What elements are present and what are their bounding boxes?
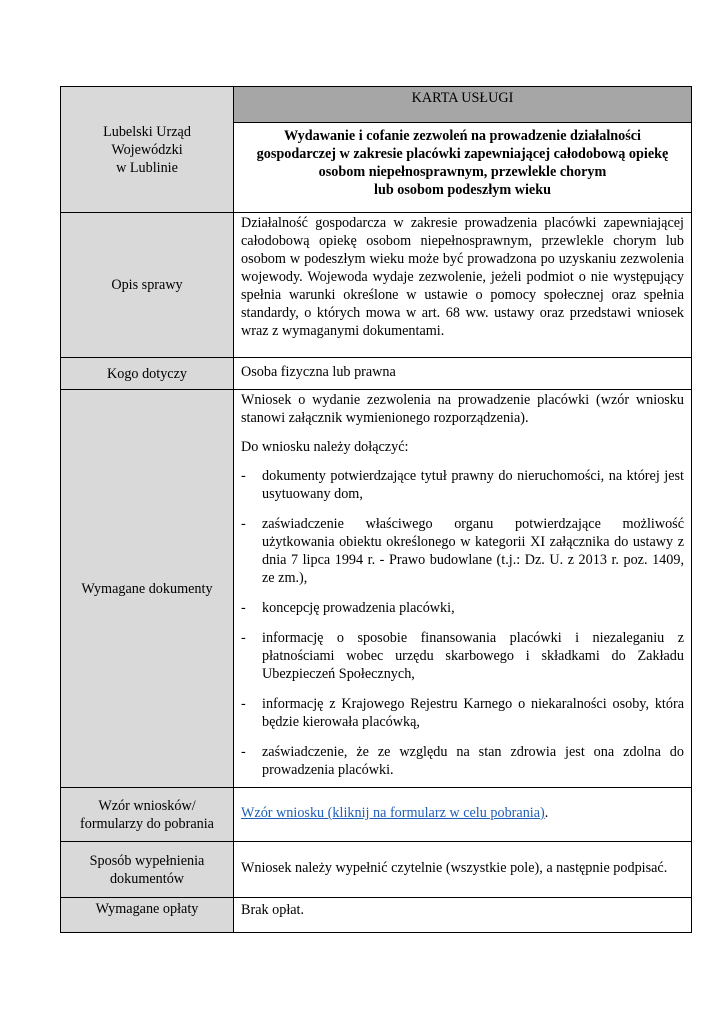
list-item-text: dokumenty potwierdzające tytuł prawny do nieruchomości, na której jest usytuowany dom, [262, 468, 684, 502]
service-card-table [60, 86, 692, 933]
list-bullet: - [241, 696, 246, 712]
list-bullet: - [241, 630, 246, 646]
row-label-wzor [61, 788, 234, 842]
list-bullet: - [241, 516, 246, 532]
office-name-line: w Lublinie [116, 159, 178, 176]
row-value-opis: Działalność gospodarcza w zakresie prowadzenia placówki zapewniającej całodobową opiekę osobom niepełnosprawnym, przewlekle chorym lub osobom w podeszłym wieku może być prowadzona po uzyskaniu zezwolenia wojewody. Wojewoda wydaje zezwolenie, jeżeli podmiot o nie występujący spełnia warunki określone w ustawie o pomocy społecznej oraz spełnia standardy, o których mowa w art. 68 ww. ustawy oraz przedstawi wniosek wraz z wymaganymi dokumentami. [234, 213, 692, 358]
list-item-text: zaświadczenie, że ze względu na stan zdrowia jest ona zdolna do prowadzenia placówki. [262, 744, 684, 778]
list-item-text: informację z Krajowego Rejestru Karnego o niekaralności osoby, która będzie kierowała placówką, [262, 696, 684, 730]
row-label-sposob [61, 842, 234, 898]
service-title [234, 122, 692, 212]
row-label-opis: Opis sprawy [61, 213, 234, 358]
row-label-wzor-line: formularzy do pobrania [80, 815, 214, 832]
list-item-text: koncepcję prowadzenia placówki, [262, 600, 455, 616]
row-label-sposob-line: dokumentów [109, 870, 185, 887]
row-label-wzor-line: Wzór wniosków/ [98, 797, 196, 814]
list-item [241, 467, 684, 503]
service-title-line: gospodarczej w zakresie placówki zapewniającej całodobową opiekę [256, 145, 669, 162]
list-item-text: informację o sposobie finansowania placówki i niezaleganiu z płatnościami wobec urzędu skarbowego i składkami do Zakładu Ubezpieczeń Społecznych, [262, 630, 684, 682]
row-value-wzor [234, 788, 692, 842]
office-name-line: Lubelski Urząd [103, 123, 191, 140]
service-title-line: osobom niepełnosprawnym, przewlekle chorym [318, 163, 607, 180]
list-bullet: - [241, 468, 246, 484]
service-title-line: Wydawanie i cofanie zezwoleń na prowadzenie działalności [283, 127, 642, 144]
row-label-oplaty: Wymagane opłaty [61, 898, 234, 933]
row-label-sposob-line: Sposób wypełnienia [89, 852, 205, 869]
service-title-line: lub osobom podeszłym wieku [374, 181, 551, 198]
list-bullet: - [241, 744, 246, 760]
list-item [241, 515, 684, 587]
office-name-cell [61, 87, 234, 213]
row-value-oplaty: Brak opłat. [234, 898, 692, 933]
row-value-sposob: Wniosek należy wypełnić czytelnie (wszystkie pole), a następnie podpisać. [234, 842, 692, 898]
list-item [241, 629, 684, 683]
list-item [241, 743, 684, 779]
office-name-line: Wojewódzki [111, 141, 183, 158]
card-header: KARTA USŁUGI [234, 87, 692, 123]
link-trailing-period: . [544, 805, 549, 821]
list-item [241, 599, 684, 617]
row-value-kogo: Osoba fizyczna lub prawna [234, 358, 692, 390]
documents-intro: Wniosek o wydanie zezwolenia na prowadzenie placówki (wzór wniosku stanowi załącznik wymienionego rozporządzenia). [241, 392, 684, 426]
list-item-text: zaświadczenie właściwego organu potwierdzające możliwość użytkowania obiektu określonego w kategorii XI załącznika do ustawy z dnia 7 lipca 1994 r. - Prawo budowlane (t.j.: Dz. U. z 2013 r. poz. 1409, ze zm.), [262, 516, 684, 586]
documents-attach-intro: Do wniosku należy dołączyć: [241, 439, 409, 455]
row-label-kogo: Kogo dotyczy [61, 358, 234, 390]
row-value-dokumenty [234, 390, 692, 788]
row-label-dokumenty: Wymagane dokumenty [61, 390, 234, 788]
list-bullet: - [241, 600, 246, 616]
form-download-link[interactable]: Wzór wniosku (kliknij na formularz w celu pobrania) [241, 805, 545, 821]
list-item [241, 695, 684, 731]
